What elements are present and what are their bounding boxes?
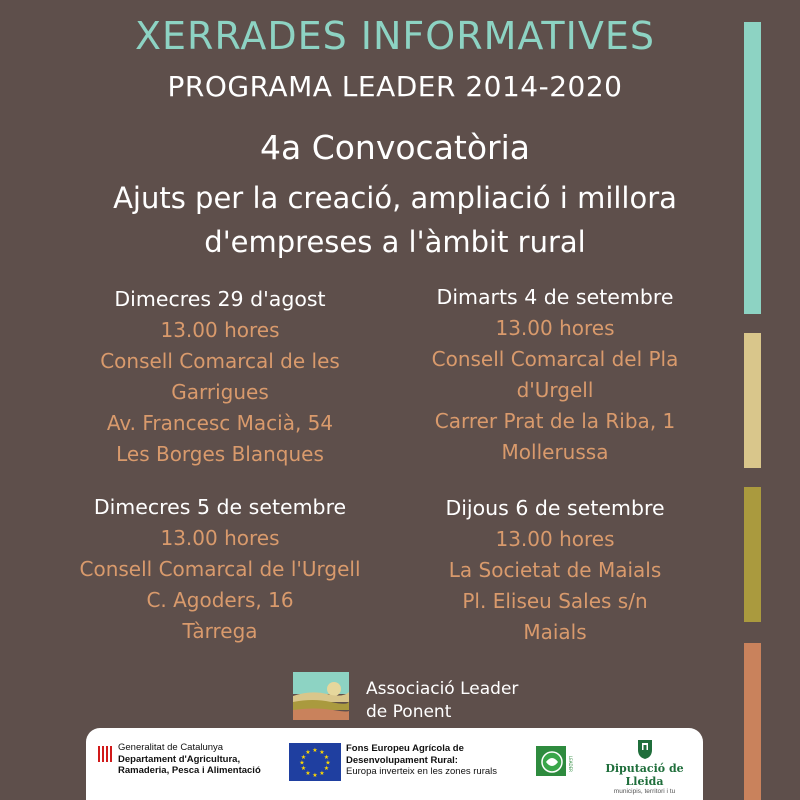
leader-logo-icon [532,742,572,782]
session-town: Mollerussa [501,440,609,464]
session-date: Dimecres 5 de setembre [93,495,347,519]
svg-text:★: ★ [323,765,330,772]
session-time: 13.00 hores [160,526,280,550]
feader-line: Desenvolupament Rural: [346,754,458,766]
feader-slogan: Europa inverteix en les zones rurals [346,766,498,777]
svg-text:★: ★ [312,772,318,779]
svg-text:★: ★ [319,749,325,756]
svg-text:★: ★ [300,754,307,761]
convocatoria-heading: 4a Convocatòria [259,128,531,167]
description-line: Ajuts per la creació, ampliació i millora [113,181,677,215]
program-subtitle: PROGRAMA LEADER 2014-2020 [167,70,623,103]
association-name-line: Associació Leader [366,679,519,699]
session-date: Dimarts 4 de setembre [436,285,674,309]
session-town: Tàrrega [182,619,258,643]
session-venue-line: Consell Comarcal de l'Urgell [79,557,361,581]
sponsors-footer [86,728,703,800]
session-time: 13.00 hores [495,527,615,551]
session-town: Les Borges Blanques [116,442,324,466]
session-address: Carrer Prat de la Riba, 1 [434,409,676,433]
session-venue-line: Consell Comarcal del Pla [431,347,679,371]
session-venue-line: Consell Comarcal de les [100,349,340,373]
decorative-bar-terracotta [744,643,761,800]
feader-line: Fons Europeu Agrícola de [346,743,464,754]
department-name: Ramaderia, Pesca i Alimentació [118,765,261,776]
leader-logo-text: LEADER [568,756,573,772]
diputacio-tagline: municipis, territori i tu [613,788,676,795]
svg-text:★: ★ [323,754,330,761]
association-logo-icon [293,672,349,720]
decorative-bar-olive [744,487,761,622]
svg-text:★: ★ [305,770,311,777]
session-address: Pl. Eliseu Sales s/n [462,589,648,613]
session-address: Av. Francesc Macià, 54 [106,411,334,435]
svg-text:★: ★ [325,759,331,767]
senyera-icon [96,746,112,762]
decorative-bar-teal [744,22,761,314]
session-card [370,282,740,468]
decorative-bar-sand [744,333,761,468]
feader-text [346,743,536,778]
description [0,176,790,264]
association-name-line: de Ponent [366,702,452,722]
svg-text:★: ★ [305,749,311,756]
session-address: C. Agoders, 16 [146,588,294,612]
diputacio-name: Diputació de Lleida [605,762,684,788]
svg-text:★: ★ [319,770,325,777]
session-card [40,284,400,470]
session-venue-line: d'Urgell [516,378,594,402]
session-card [40,492,400,647]
session-time: 13.00 hores [495,316,615,340]
eu-flag-icon [289,743,341,781]
session-date: Dijous 6 de setembre [445,496,665,520]
svg-text:★: ★ [312,747,318,754]
svg-text:★: ★ [299,759,305,767]
session-card [370,493,740,648]
page-title: XERRADES INFORMATIVES [135,14,655,58]
description-line: d'empreses a l'àmbit rural [204,225,586,259]
generalitat-name: Generalitat de Catalunya [118,742,224,753]
diputacio-logo [592,738,697,796]
session-time: 13.00 hores [160,318,280,342]
association-name [366,678,518,724]
department-name: Departament d'Agricultura, [118,753,241,765]
session-venue-line: La Societat de Maials [448,558,662,582]
svg-text:★: ★ [300,765,307,772]
session-town: Maials [523,620,587,644]
diputacio-shield-icon [636,738,654,760]
session-venue-line: Garrigues [171,380,269,404]
session-date: Dimecres 29 d'agost [114,287,326,311]
